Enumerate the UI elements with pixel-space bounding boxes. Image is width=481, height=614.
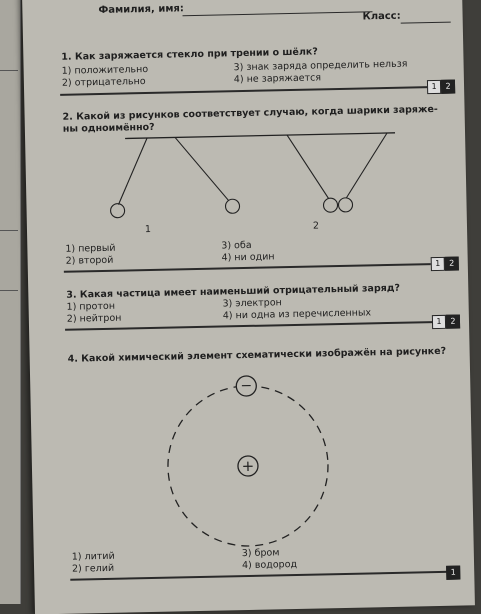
q3-answer-boxes bbox=[432, 315, 460, 330]
answer-box: 2 bbox=[445, 257, 459, 271]
q3-option-3: 3) электрон bbox=[222, 297, 282, 310]
answer-box: 1 bbox=[431, 257, 445, 271]
q1-option-1: 1) положительно bbox=[61, 63, 149, 77]
left-page-rule bbox=[0, 230, 18, 231]
name-label: Фамилия, имя: bbox=[98, 3, 184, 17]
answer-box: 1 bbox=[432, 315, 446, 329]
q2-divider bbox=[64, 263, 444, 273]
answer-box: 1 bbox=[446, 566, 460, 580]
q4-answer-boxes bbox=[446, 566, 460, 580]
q4-divider bbox=[70, 571, 450, 581]
q1-answer-boxes bbox=[427, 80, 455, 95]
q3-option-1: 1) протон bbox=[66, 300, 116, 313]
q4-option-3: 3) бром bbox=[241, 547, 280, 560]
q3-option-4: 4) ни одна из перечисленных bbox=[222, 307, 372, 322]
question-2-text-line1: 2. Какой из рисунков соответствует случаю, когда шарики заряже- bbox=[62, 103, 438, 123]
thread-1a bbox=[117, 138, 148, 205]
thread-2b bbox=[345, 133, 388, 198]
q1-option-3: 3) знак заряда определить нельзя bbox=[233, 58, 408, 74]
q3-divider bbox=[65, 321, 445, 331]
class-line bbox=[401, 22, 451, 24]
q2-option-1: 1) первый bbox=[65, 242, 116, 255]
q2-option-4: 4) ни один bbox=[221, 251, 275, 264]
question-3-text: 3. Какая частица имеет наименьший отрицательный заряд? bbox=[66, 282, 401, 301]
electron-sign: − bbox=[240, 377, 253, 395]
question-4-text: 4. Какой химический элемент схематически изображён на рисунке? bbox=[67, 345, 447, 365]
pendulum-figures bbox=[105, 133, 407, 239]
question-1-text: 1. Как заряжается стекло при трении о шёлк? bbox=[61, 46, 318, 63]
left-page-rule bbox=[0, 290, 18, 291]
nucleus-sign: + bbox=[241, 456, 255, 476]
q2-option-3: 3) оба bbox=[221, 239, 252, 252]
q2-option-2: 2) второй bbox=[65, 254, 114, 267]
worksheet-page bbox=[22, 0, 475, 614]
q4-option-1: 1) литий bbox=[71, 550, 115, 563]
answer-box: 2 bbox=[446, 315, 460, 329]
q4-option-2: 2) гелий bbox=[71, 562, 115, 575]
left-page-rule bbox=[0, 70, 18, 71]
left-page-edge bbox=[0, 0, 21, 604]
support-beam bbox=[125, 133, 395, 139]
thread-1b bbox=[175, 136, 228, 201]
q4-option-4: 4) водород bbox=[241, 558, 298, 572]
answer-box: 2 bbox=[441, 80, 455, 94]
answer-box: 1 bbox=[427, 80, 441, 94]
name-line bbox=[183, 11, 373, 16]
thread-2a bbox=[287, 134, 328, 199]
ball-2b bbox=[338, 198, 352, 212]
figure-label-1: 1 bbox=[144, 223, 152, 236]
q1-option-2: 2) отрицательно bbox=[61, 76, 146, 89]
figure-label-2: 2 bbox=[312, 220, 320, 232]
ball-1b bbox=[225, 199, 239, 213]
ball-1a bbox=[110, 204, 124, 218]
q3-option-2: 2) нейтрон bbox=[66, 312, 122, 325]
ball-2a bbox=[323, 198, 337, 212]
q1-option-4: 4) не заряжается bbox=[233, 72, 322, 86]
q2-answer-boxes bbox=[431, 257, 459, 272]
question-2-text-line2: ны одноимённо? bbox=[62, 121, 155, 135]
class-label: Класс: bbox=[362, 10, 401, 23]
